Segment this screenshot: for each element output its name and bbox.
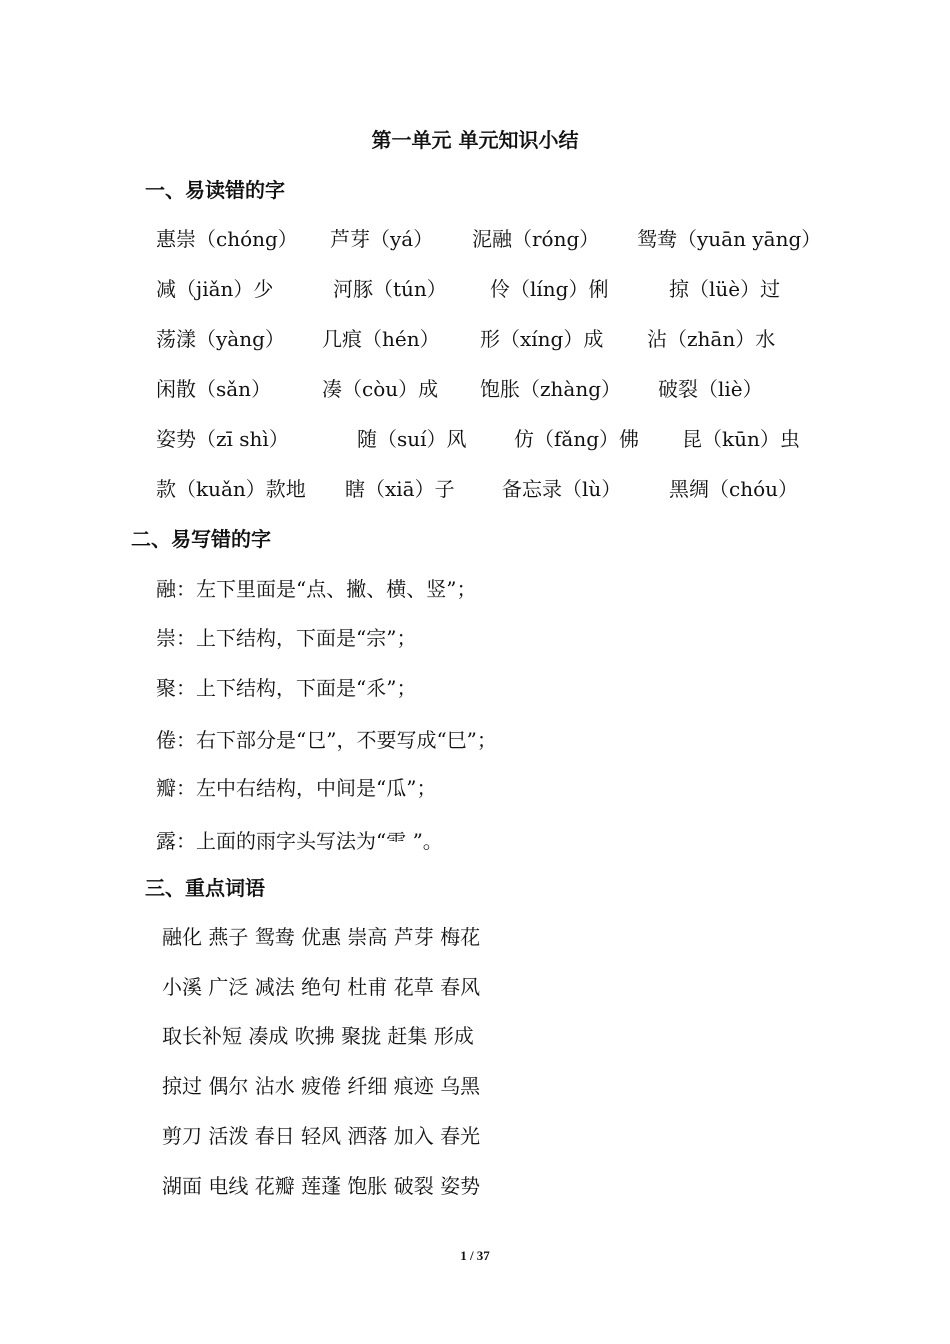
pinyin-word: 减（jiǎn）少 [156,277,274,301]
pinyin-word: 黑绸（chóu） [669,477,799,501]
pinyin-word: 荡漾（yàng） [156,327,285,351]
writing-note: 倦：右下部分是“㔾”，不要写成“巳”； [156,728,497,752]
pinyin-word: 鸳鸯（yuān yāng） [637,227,822,251]
section-heading-3: 三、重点词语 [145,876,265,900]
pinyin-word: 姿势（zī shì） [156,427,289,451]
pinyin-word: 惠崇（chóng） [156,227,298,251]
pinyin-word: 伶（líng）俐 [490,277,609,301]
pinyin-word: 凑（còu）成 [322,377,439,401]
pinyin-word: 形（xíng）成 [480,327,604,351]
vocab-row: 取长补短 凑成 吹拂 聚拢 赶集 形成 [162,1024,474,1048]
section-heading-1: 一、易读错的字 [145,178,285,202]
pinyin-word: 破裂（liè） [658,377,763,401]
page-number: 1 / 37 [460,1248,490,1263]
vocab-row: 湖面 电线 花瓣 莲蓬 饱胀 破裂 姿势 [162,1174,481,1198]
page-title: 第一单元 单元知识小结 [371,128,579,152]
pinyin-word: 仿（fǎng）佛 [514,427,640,451]
vocab-row: 掠过 偶尔 沾水 疲倦 纤细 痕迹 乌黑 [162,1074,481,1098]
pinyin-word: 饱胀（zhàng） [480,377,622,401]
pinyin-word: 芦芽（yá） [330,227,434,251]
section-heading-2: 二、易写错的字 [131,527,271,551]
vocab-row: 融化 燕子 鸳鸯 优惠 崇高 芦芽 梅花 [162,925,481,949]
vocab-row: 剪刀 活泼 春日 轻风 洒落 加入 春光 [162,1124,481,1148]
pinyin-word: 几痕（hén） [322,327,440,351]
vocab-row: 小溪 广泛 减法 绝句 杜甫 花草 春风 [162,975,481,999]
pinyin-word: 备忘录（lù） [502,477,622,501]
writing-note: 露：上面的雨字头写法为“⻗ ”。 [156,829,443,853]
pinyin-word: 昆（kūn）虫 [682,427,800,451]
pinyin-word: 掠（lüè）过 [669,277,781,301]
pinyin-word: 随（suí）风 [357,427,467,451]
writing-note: 崇：上下结构，下面是“宗”； [156,626,417,650]
pinyin-word: 河豚（tún） [333,277,447,301]
pinyin-word: 闲散（sǎn） [156,377,272,401]
pinyin-word: 沾（zhān）水 [647,327,776,351]
pinyin-word: 泥融（róng） [472,227,600,251]
pinyin-word: 款（kuǎn）款地 [156,477,306,501]
pinyin-word: 瞎（xiā）子 [345,477,455,501]
writing-note: 聚：上下结构，下面是“乑”； [156,676,417,700]
writing-note: 瓣：左中右结构，中间是“瓜”； [156,776,437,800]
writing-note: 融：左下里面是“点、撇、横、竖”； [156,577,477,601]
